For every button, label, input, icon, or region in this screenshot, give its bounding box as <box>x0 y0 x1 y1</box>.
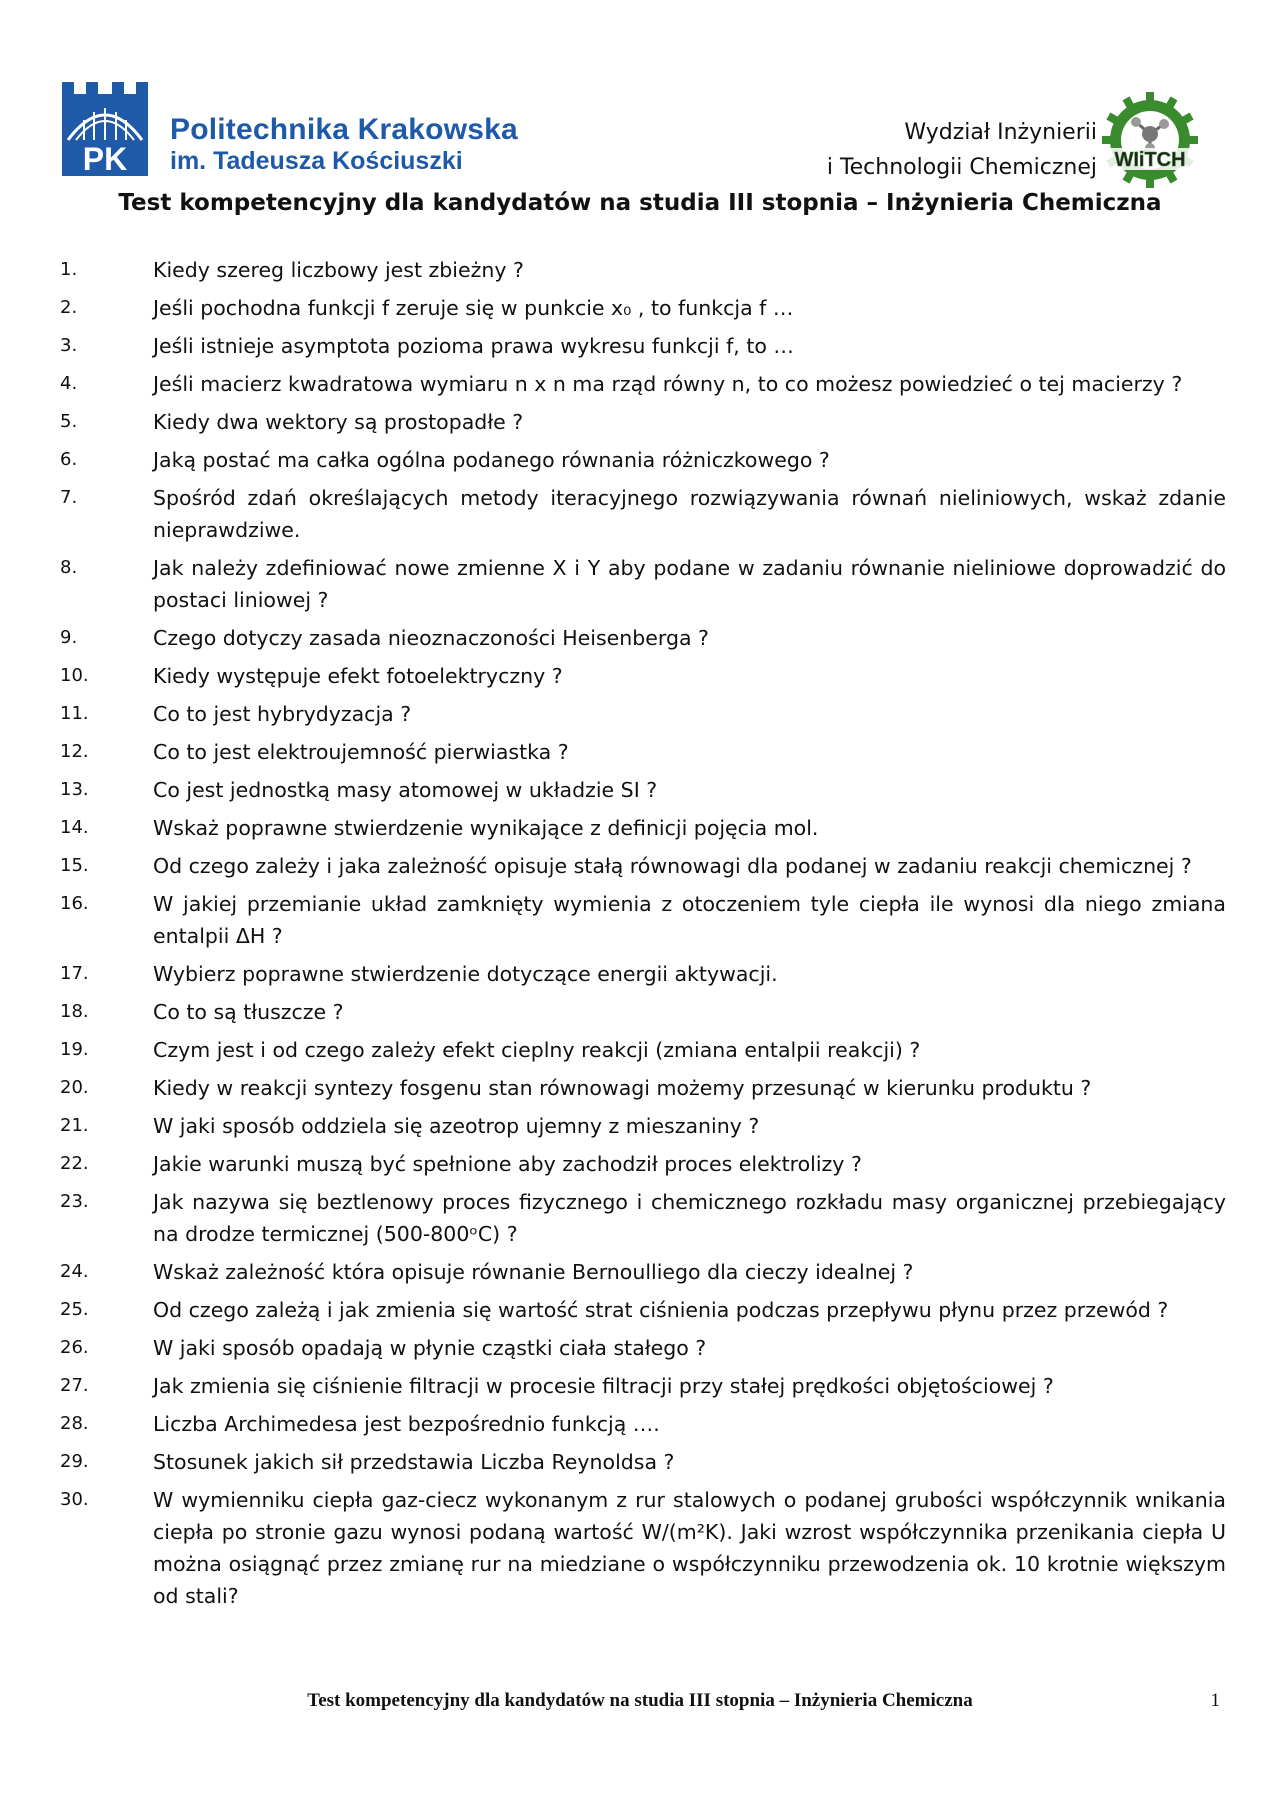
question-number: 14. <box>60 817 89 838</box>
question-text: Co jest jednostką masy atomowej w układzie SI ? <box>153 778 658 802</box>
question-number: 30. <box>60 1489 89 1510</box>
question-text: Wskaż poprawne stwierdzenie wynikające z definicji pojęcia mol. <box>153 816 819 840</box>
faculty-name-line2: i Technologii Chemicznej <box>826 155 1097 180</box>
question-item <box>60 888 1226 952</box>
question-item <box>60 1110 1226 1142</box>
question-text: W jakiej przemianie układ zamknięty wymienia z otoczeniem tyle ciepła ile wynosi dla niego zmiana entalpii ΔH ? <box>153 892 1226 948</box>
question-list <box>60 254 1226 1618</box>
question-number: 13. <box>60 779 89 800</box>
question-item <box>60 552 1226 616</box>
question-number: 12. <box>60 741 89 762</box>
question-number: 29. <box>60 1451 89 1472</box>
question-number: 19. <box>60 1039 89 1060</box>
question-text: Kiedy występuje efekt fotoelektryczny ? <box>153 664 563 688</box>
question-number: 24. <box>60 1261 89 1282</box>
question-text: W wymienniku ciepła gaz-ciecz wykonanym z rur stalowych o podanej grubości współczynnik wnikania ciepła po stronie gazu wynosi podaną wartość W/(m²K). Jaki wzrost współczynnika przenikania ciepła U można osiągnąć przez zmianę rur na miedziane o współczynniku przewodzenia ok. 10 krotnie większym od stali? <box>153 1488 1226 1608</box>
question-number: 15. <box>60 855 89 876</box>
question-text: Spośród zdań określających metody iteracyjnego rozwiązywania równań nieliniowych, wskaż zdanie nieprawdziwe. <box>153 486 1226 542</box>
question-item <box>60 482 1226 546</box>
witch-faculty-logo <box>1098 88 1202 192</box>
question-text: Co to jest elektroujemność pierwiastka ? <box>153 740 569 764</box>
question-text: Stosunek jakich sił przedstawia Liczba Reynoldsa ? <box>153 1450 675 1474</box>
question-text: Kiedy dwa wektory są prostopadłe ? <box>153 410 524 434</box>
question-text: Liczba Archimedesa jest bezpośrednio funkcją …. <box>153 1412 660 1436</box>
question-item <box>60 444 1226 476</box>
question-number: 21. <box>60 1115 89 1136</box>
question-number: 27. <box>60 1375 89 1396</box>
question-text: Wskaż zależność która opisuje równanie Bernoulliego dla cieczy idealnej ? <box>153 1260 914 1284</box>
question-item <box>60 1408 1226 1440</box>
question-number: 5. <box>60 411 78 432</box>
question-item <box>60 958 1226 990</box>
question-item <box>60 254 1226 286</box>
question-number: 9. <box>60 627 78 648</box>
question-number: 22. <box>60 1153 89 1174</box>
question-text: Jak nazywa się beztlenowy proces fizycznego i chemicznego rozkładu masy organicznej przebiegający na drodze termicznej (500-800ᵒC) ? <box>153 1190 1226 1246</box>
faculty-name-line1: Wydział Inżynierii <box>904 120 1097 145</box>
page-number: 1 <box>1210 1690 1220 1711</box>
question-text: Jak należy zdefiniować nowe zmienne X i Y aby podane w zadaniu równanie nieliniowe doprowadzić do postaci liniowej ? <box>153 556 1226 612</box>
question-item <box>60 1332 1226 1364</box>
question-number: 1. <box>60 259 78 280</box>
question-text: Jakie warunki muszą być spełnione aby zachodził proces elektrolizy ? <box>153 1152 862 1176</box>
university-name-line2: im. Tadeusza Kościuszki <box>170 147 463 175</box>
page-header <box>0 0 1280 190</box>
question-item <box>60 1148 1226 1180</box>
question-text: Czym jest i od czego zależy efekt cieplny reakcji (zmiana entalpii reakcji) ? <box>153 1038 921 1062</box>
university-name <box>170 113 518 176</box>
question-item <box>60 1034 1226 1066</box>
question-text: Jeśli istnieje asymptota pozioma prawa wykresu funkcji f, to … <box>153 334 794 358</box>
question-item <box>60 1256 1226 1288</box>
question-item <box>60 622 1226 654</box>
question-item <box>60 850 1226 882</box>
question-text: Jaką postać ma całka ogólna podanego równania różniczkowego ? <box>153 448 830 472</box>
question-text: Wybierz poprawne stwierdzenie dotyczące energii aktywacji. <box>153 962 778 986</box>
question-number: 4. <box>60 373 78 394</box>
question-text: W jaki sposób opadają w płynie cząstki ciała stałego ? <box>153 1336 707 1360</box>
question-number: 18. <box>60 1001 89 1022</box>
question-number: 11. <box>60 703 89 724</box>
page-footer <box>0 1690 1280 1730</box>
question-item <box>60 812 1226 844</box>
question-text: Jak zmienia się ciśnienie filtracji w procesie filtracji przy stałej prędkości objętościowej ? <box>153 1374 1054 1398</box>
question-number: 28. <box>60 1413 89 1434</box>
question-item <box>60 996 1226 1028</box>
footer-title: Test kompetencyjny dla kandydatów na studia III stopnia – Inżynieria Chemiczna <box>307 1690 973 1711</box>
question-number: 26. <box>60 1337 89 1358</box>
question-number: 23. <box>60 1191 89 1212</box>
question-number: 10. <box>60 665 89 686</box>
question-text: Kiedy szereg liczbowy jest zbieżny ? <box>153 258 524 282</box>
question-item <box>60 406 1226 438</box>
question-text: W jaki sposób oddziela się azeotrop ujemny z mieszaniny ? <box>153 1114 760 1138</box>
question-number: 20. <box>60 1077 89 1098</box>
question-item <box>60 1186 1226 1250</box>
question-item <box>60 774 1226 806</box>
question-number: 6. <box>60 449 78 470</box>
question-item <box>60 1446 1226 1478</box>
question-item <box>60 330 1226 362</box>
question-text: Jeśli macierz kwadratowa wymiaru n x n ma rząd równy n, to co możesz powiedzieć o tej macierzy ? <box>153 372 1183 396</box>
question-text: Co to są tłuszcze ? <box>153 1000 344 1024</box>
question-item <box>60 1294 1226 1326</box>
question-item <box>60 1484 1226 1612</box>
question-text: Co to jest hybrydyzacja ? <box>153 702 412 726</box>
question-item <box>60 698 1226 730</box>
question-item <box>60 292 1226 324</box>
question-item <box>60 660 1226 692</box>
question-number: 17. <box>60 963 89 984</box>
question-text: Czego dotyczy zasada nieoznaczoności Heisenberga ? <box>153 626 709 650</box>
document-title: Test kompetencyjny dla kandydatów na studia III stopnia – Inżynieria Chemiczna <box>118 190 1162 216</box>
question-text: Kiedy w reakcji syntezy fosgenu stan równowagi możemy przesunąć w kierunku produktu ? <box>153 1076 1092 1100</box>
question-item <box>60 736 1226 768</box>
question-text: Jeśli pochodna funkcji f zeruje się w punkcie x₀ , to funkcja f … <box>153 296 794 320</box>
question-item <box>60 368 1226 400</box>
question-number: 7. <box>60 487 78 508</box>
question-number: 3. <box>60 335 78 356</box>
svg-text:WIiTCH: WIiTCH <box>1114 149 1186 171</box>
question-item <box>60 1072 1226 1104</box>
question-text: Od czego zależą i jak zmienia się wartość strat ciśnienia podczas przepływu płynu przez przewód ? <box>153 1298 1169 1322</box>
svg-text:PK: PK <box>82 141 128 176</box>
question-number: 25. <box>60 1299 89 1320</box>
question-number: 8. <box>60 557 78 578</box>
question-number: 2. <box>60 297 78 318</box>
politechnika-krakowska-logo <box>62 82 148 176</box>
faculty-name <box>827 115 1097 185</box>
university-name-line1: Politechnika Krakowska <box>170 113 518 146</box>
question-number: 16. <box>60 893 89 914</box>
question-item <box>60 1370 1226 1402</box>
question-text: Od czego zależy i jaka zależność opisuje stałą równowagi dla podanej w zadaniu reakcji chemicznej ? <box>153 854 1192 878</box>
